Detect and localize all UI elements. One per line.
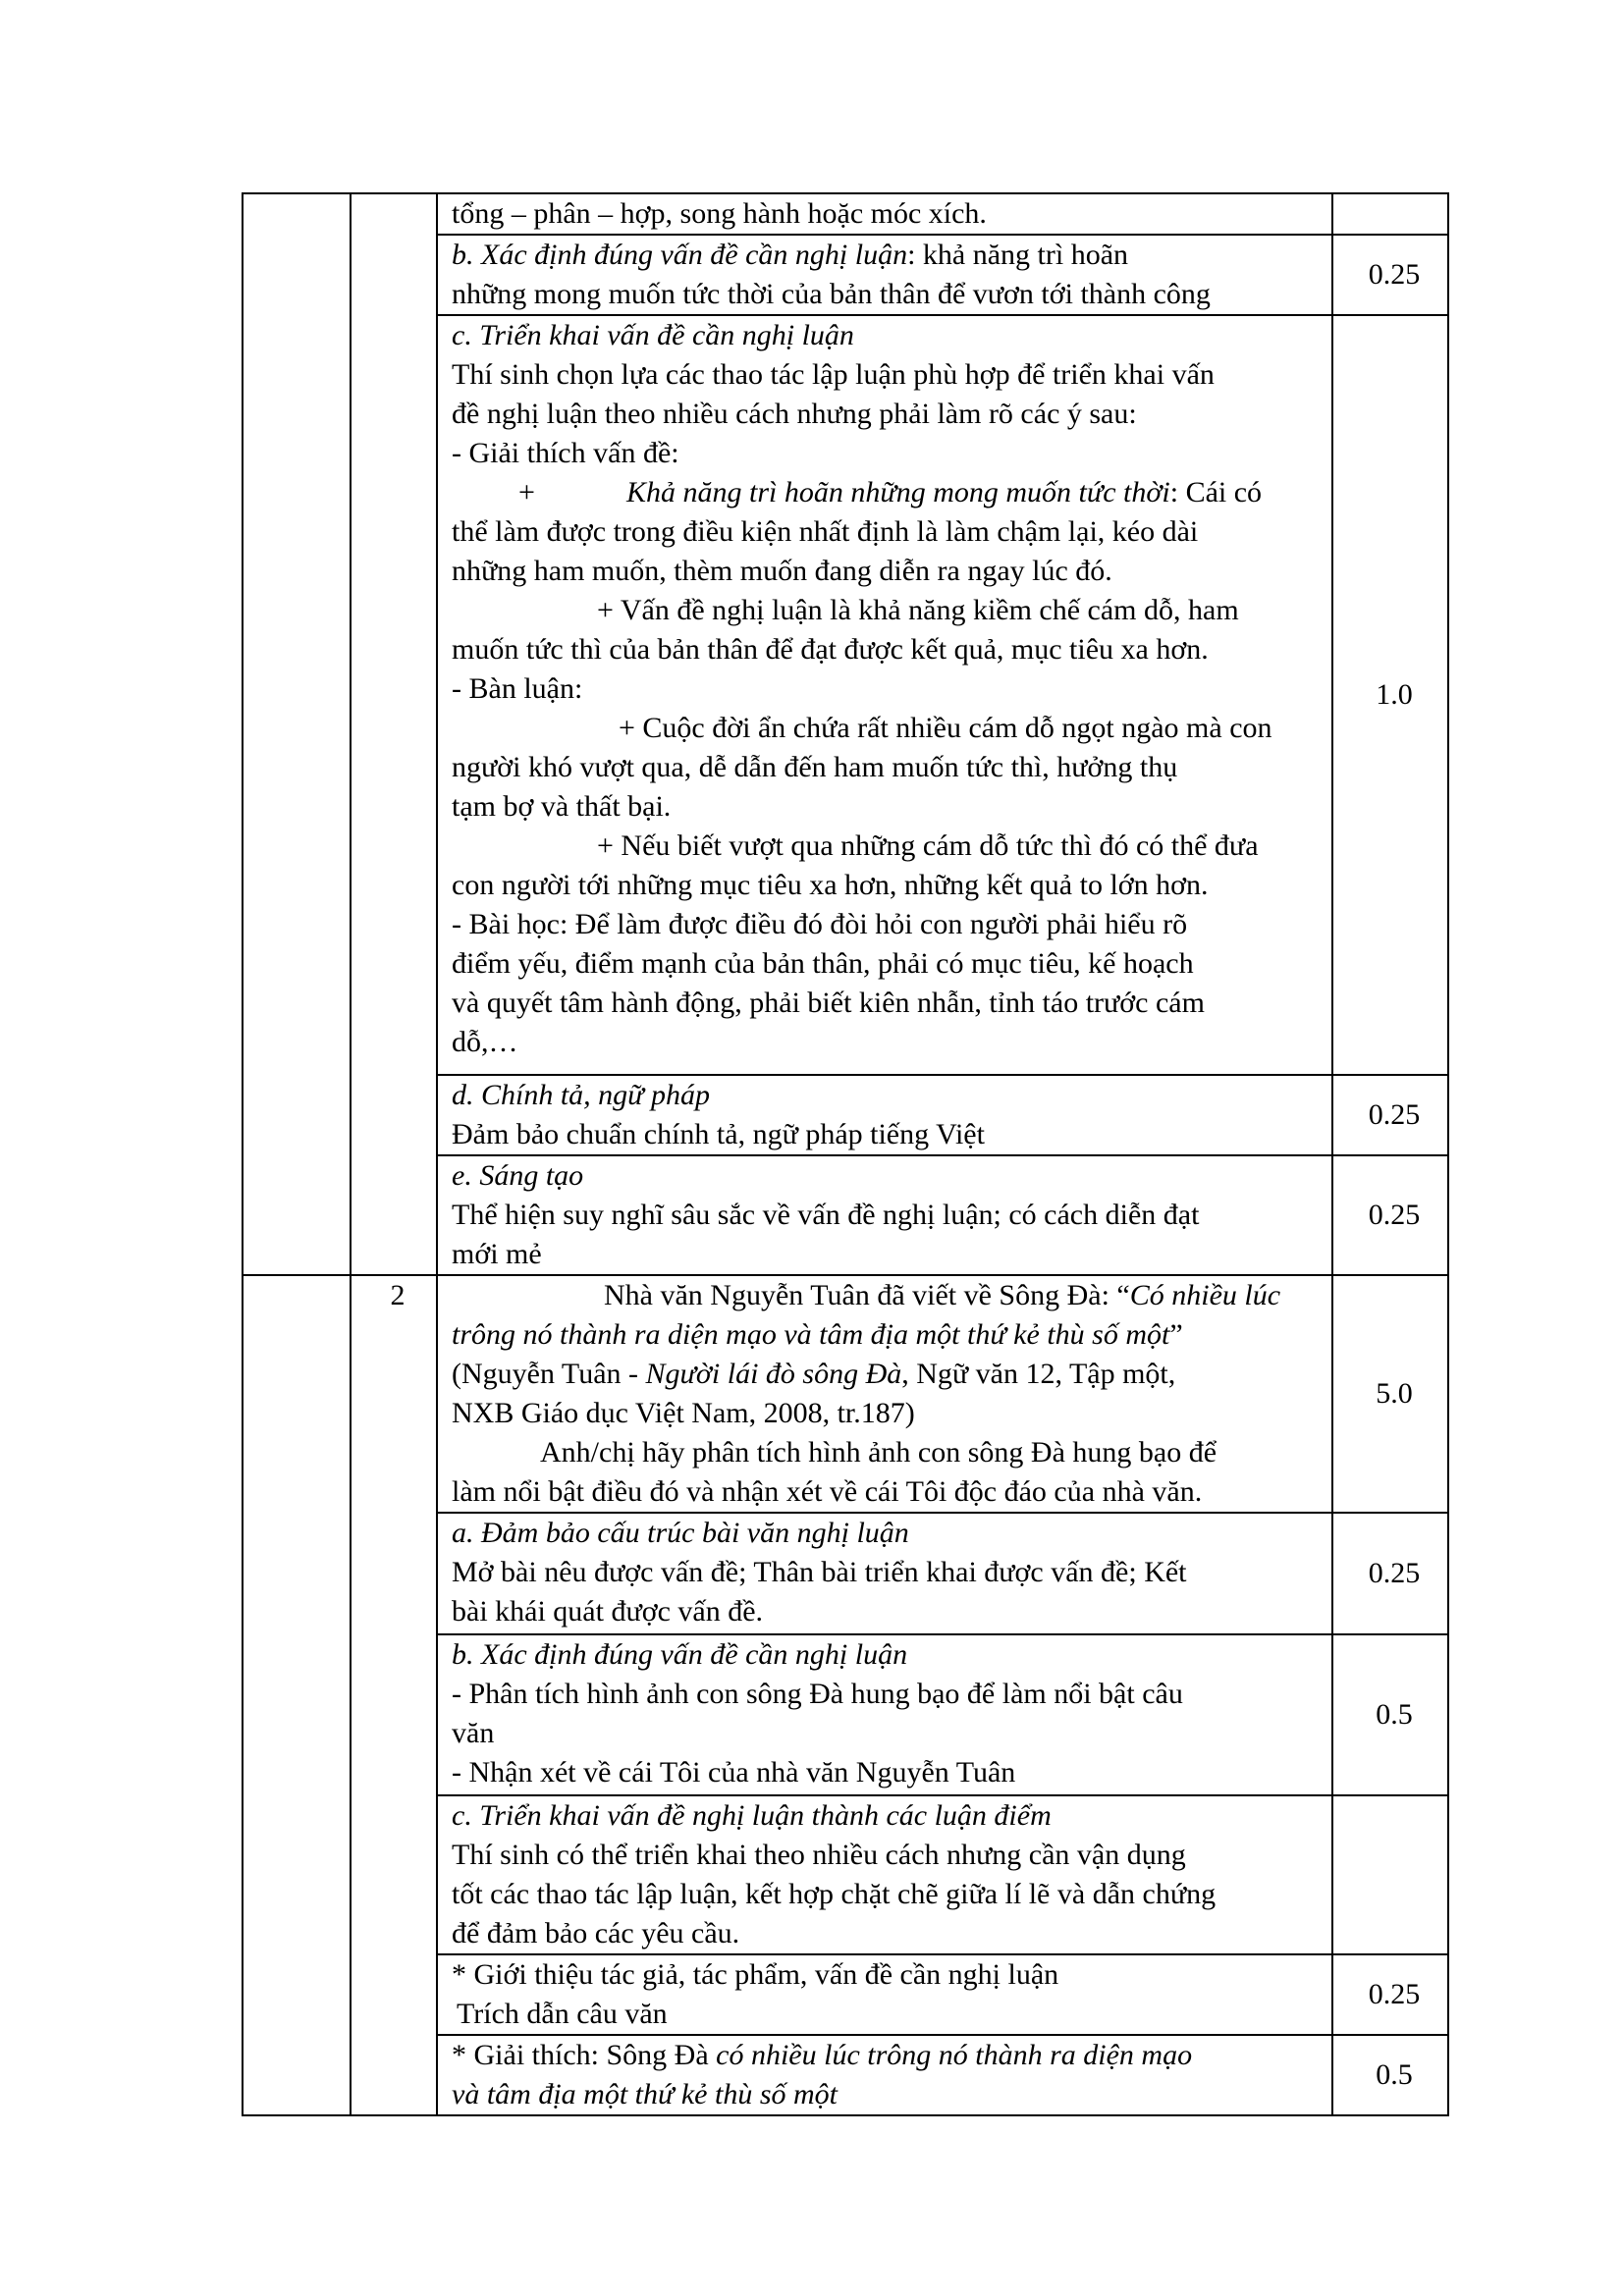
- score-cell: 0.25: [1332, 1155, 1448, 1275]
- table-row: [243, 193, 1448, 235]
- criterion-heading: e. Sáng tạo: [452, 1159, 584, 1192]
- score-cell: 1.0: [1332, 315, 1448, 1075]
- content-cell: c. Triển khai vấn đề cần nghị luận Thí sinh chọn lựa các thao tác lập luận phù hợp để triển khai vấn đề nghị luận theo nhiều cách nhưng phải làm rõ các ý sau: - Giải thích vấn đề: + Khả năng trì hoãn những mong muốn tức thời: Cái có thể làm được trong điều kiện nhất định là làm chậm lại, kéo dài những ham muốn, thèm muốn đang diễn ra ngay lúc đó. + Vấn đề nghị luận là khả năng kiềm chế cám dỗ, ham muốn tức thì của bản thân để đạt được kết quả, mục tiêu xa hơn. - Bàn luận: + Cuộc đời ẩn chứa rất nhiều cám dỗ ngọt ngào mà con người khó vượt qua, dễ dẫn đến ham muốn tức thì, hưởng thụ tạm bợ và thất bại. + Nếu biết vượt qua những cám dỗ tức thì đó có thể đưa con người tới những mục tiêu xa hơn, những kết quả to lớn hơn. - Bài học: Để làm được điều đó đòi hỏi con người phải hiểu rõ điểm yếu, điểm mạnh của bản thân, phải có mục tiêu, kế hoạch và quyết tâm hành động, phải biết kiên nhẫn, tỉnh táo trước cám dỗ,…: [437, 315, 1332, 1075]
- score-cell: 0.25: [1332, 1954, 1448, 2035]
- content-cell: * Giới thiệu tác giả, tác phẩm, vấn đề cần nghị luận Trích dẫn câu văn: [437, 1954, 1332, 2035]
- score-cell: 0.25: [1332, 1075, 1448, 1155]
- content-cell: c. Triển khai vấn đề nghị luận thành các luận điểm Thí sinh có thể triển khai theo nhiều cách nhưng cần vận dụng tốt các thao tác lập luận, kết hợp chặt chẽ giữa lí lẽ và dẫn chứng để đảm bảo các yêu cầu.: [437, 1795, 1332, 1954]
- score-cell: 0.25: [1332, 1513, 1448, 1634]
- criterion-heading: a. Đảm bảo cấu trúc bài văn nghị luận: [452, 1517, 909, 1549]
- content-cell: b. Xác định đúng vấn đề cần nghị luận: khả năng trì hoãn những mong muốn tức thời của bản thân để vươn tới thành công: [437, 235, 1332, 315]
- score-cell: 0.5: [1332, 1634, 1448, 1795]
- table-row: [243, 1275, 1448, 1513]
- criterion-heading: c. Triển khai vấn đề nghị luận thành các luận điểm: [452, 1799, 1052, 1832]
- score-cell: 5.0: [1332, 1275, 1448, 1513]
- criterion-heading: b. Xác định đúng vấn đề cần nghị luận: [452, 239, 908, 271]
- score-cell: 0.25: [1332, 235, 1448, 315]
- content-cell: Nhà văn Nguyễn Tuân đã viết về Sông Đà: “Có nhiều lúc trông nó thành ra diện mạo và tâm địa một thứ kẻ thù số một” (Nguyễn Tuân - Người lái đò sông Đà, Ngữ văn 12, Tập một, NXB Giáo dục Việt Nam, 2008, tr.187) Anh/chị hãy phân tích hình ảnh con sông Đà hung bạo để làm nổi bật điều đó và nhận xét về cái Tôi độc đáo của nhà văn.: [437, 1275, 1332, 1513]
- criterion-heading: d. Chính tả, ngữ pháp: [452, 1079, 711, 1111]
- content-cell: tổng – phân – hợp, song hành hoặc móc xích.: [437, 193, 1332, 235]
- criterion-heading: b. Xác định đúng vấn đề cần nghị luận: [452, 1638, 908, 1671]
- score-cell: [1332, 1795, 1448, 1954]
- criterion-heading: c. Triển khai vấn đề cần nghị luận: [452, 319, 854, 351]
- content-cell: a. Đảm bảo cấu trúc bài văn nghị luận Mở bài nêu được vấn đề; Thân bài triển khai được vấn đề; Kết bài khái quát được vấn đề.: [437, 1513, 1332, 1634]
- question-number-cell: 2: [351, 1275, 437, 2115]
- content-cell: e. Sáng tạo Thể hiện suy nghĩ sâu sắc về vấn đề nghị luận; có cách diễn đạt mới mẻ: [437, 1155, 1332, 1275]
- content-cell: d. Chính tả, ngữ pháp Đảm bảo chuẩn chính tả, ngữ pháp tiếng Việt: [437, 1075, 1332, 1155]
- question-number-cell: [351, 193, 437, 1275]
- content-cell: * Giải thích: Sông Đà có nhiều lúc trông nó thành ra diện mạo và tâm địa một thứ kẻ thù số một: [437, 2035, 1332, 2115]
- section-cell: [243, 193, 351, 1275]
- score-cell: [1332, 193, 1448, 235]
- score-cell: 0.5: [1332, 2035, 1448, 2115]
- section-cell: [243, 1275, 351, 2115]
- grading-table: [242, 192, 1449, 2116]
- content-cell: b. Xác định đúng vấn đề cần nghị luận - Phân tích hình ảnh con sông Đà hung bạo để làm nổi bật câu văn - Nhận xét về cái Tôi của nhà văn Nguyễn Tuân: [437, 1634, 1332, 1795]
